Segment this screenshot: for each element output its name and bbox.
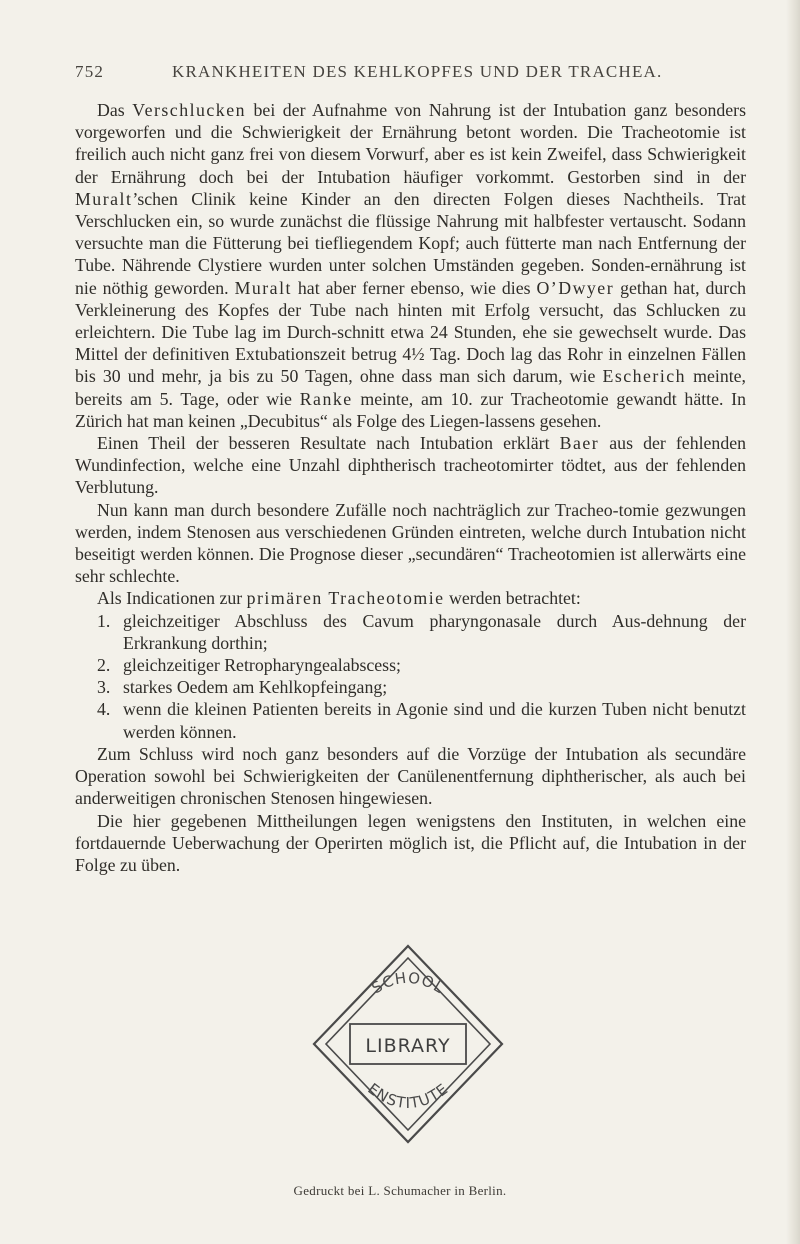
list-item <box>75 610 746 654</box>
list-number: 1. <box>97 610 111 631</box>
list-text: starkes Oedem am Kehlkopfeingang; <box>123 677 388 698</box>
list-item <box>75 698 746 742</box>
text-run: meinte, bereits am 5. Tage, oder wie <box>75 366 746 409</box>
text-run: Einen Theil der besseren Resultate nach Intubation erklärt <box>97 433 560 454</box>
paragraph-4 <box>75 587 746 609</box>
spaced-name: Ranke <box>299 388 353 409</box>
spaced-name: Verschlucken <box>132 100 246 120</box>
text-run: Das <box>97 100 133 120</box>
text-run: bei der Aufnahme von Nahrung ist der Intubation ganz besonders vorgeworfen und die Schwierigkeit der Ernährung betont worden. Die Tracheotomie ist freilich auch nicht ganz frei von diesem Vorwurf, aber es ist kein Zweifel, dass Schwierigkeit der Ernährung doch bei der Intubation häufiger vorkommt. Gestorben sind in der <box>75 100 746 187</box>
list-text: gleichzeitiger Abschluss des Cavum pharyngonasale durch Aus-dehnung der Erkrankung dorthin; <box>123 610 746 653</box>
list-item <box>75 654 746 676</box>
spaced-name: Muralt <box>234 277 292 298</box>
paragraph-1 <box>75 99 746 432</box>
list-number: 3. <box>97 677 111 698</box>
paragraph-5: Zum Schluss wird noch ganz besonders auf die Vorzüge der Intubation als secundäre Operation sowohl bei Schwierigkeiten der Canülenentfernung diphtherischer, als auch bei anderweitigen chronischen Stenosen hingewiesen. <box>75 743 746 809</box>
spaced-emphasis: primären Tracheotomie <box>246 588 445 609</box>
indications-list <box>75 610 746 743</box>
list-number: 2. <box>97 655 111 676</box>
text-run: gethan hat, durch Verkleinerung des Kopfes der Tube nach hinten mit Erfolg versucht, das Schlucken zu erleichtern. Die Tube lag im Durch-schnitt etwa 24 Stunden, ehe sie gewechselt wurde. Das Mittel der definitiven Extubationszeit betrug 4½ Tag. Doch lag das Rohr in einzelnen Fällen bis 30 und mehr, ja bis zu 50 Tagen, ohne dass man sich darum, wie <box>75 277 747 387</box>
stamp-bottom-text: ENSTITUTE <box>364 1079 452 1113</box>
text-run: meinte, am 10. zur Tracheotomie gewandt hätte. In Zürich hat man keinen „Decubitus“ als Folge des Liegen-lassens gesehen. <box>75 388 746 431</box>
paragraph-6: Die hier gegebenen Mittheilungen legen wenigstens den Instituten, in welchen eine fortdauernde Ueberwachung der Operirten möglich ist, die Pflicht auf, die Intubation in der Folge zu üben. <box>75 810 746 875</box>
text-run: werden betrachtet: <box>444 588 581 609</box>
printer-imprint: Gedruckt bei L. Schumacher in Berlin. <box>293 1183 507 1198</box>
running-title: KRANKHEITEN DES KEHLKOPFES UND DER TRACHEA. <box>172 62 663 81</box>
list-text: wenn die kleinen Patienten bereits in Agonie sind und die kurzen Tuben nicht benutzt werden können. <box>123 699 746 742</box>
spaced-name: Baer <box>559 433 600 454</box>
page-edge-shadow <box>786 0 800 1244</box>
list-number: 4. <box>97 699 111 720</box>
stamp-label: LIBRARY <box>365 1035 451 1057</box>
spaced-name: Escherich <box>602 366 687 387</box>
library-stamp <box>308 940 508 1148</box>
list-item <box>75 676 746 698</box>
paragraph-3: Nun kann man durch besondere Zufälle noch nachträglich zur Tracheo-tomie gezwungen werden, indem Stenosen aus verschiedenen Gründen eintreten, welche durch Intubation nicht beseitigt werden können. Die Prognose dieser „secundären“ Tracheotomien ist allerwärts eine sehr schlechte. <box>75 499 746 587</box>
paragraph-2 <box>75 432 746 499</box>
running-header <box>75 62 745 86</box>
list-text: gleichzeitiger Retropharyngealabscess; <box>123 655 401 676</box>
body-text <box>75 99 746 876</box>
stamp-top-text: SCHOOL <box>368 968 448 998</box>
text-run: aus der fehlenden Wundinfection, welche eine Unzahl diphtherisch tracheotomirter tödtet, aus der fehlenden Verblutung. <box>75 433 746 498</box>
text-run: hat aber ferner ebenso, wie dies <box>291 277 537 298</box>
text-run: Als Indicationen zur <box>97 588 247 609</box>
spaced-name: Muralt <box>75 188 133 209</box>
spaced-name: O’Dwyer <box>536 277 615 298</box>
text-run: ’schen Clinik keine Kinder an den directen Folgen dieses Nachtheils. Trat Verschlucken ein, so wurde zunächst die flüssige Nahrung mit halbfester vertauscht. Sodann versuchte man die Fütterung bei tiefliegendem Kopf; auch fütterte man nach Entfernung der Tube. Nährende Clystiere wurden unter solchen Umständen gegeben. Sonden-ernährung ist nie nöthig geworden. <box>75 188 746 298</box>
page-number: 752 <box>75 62 105 81</box>
